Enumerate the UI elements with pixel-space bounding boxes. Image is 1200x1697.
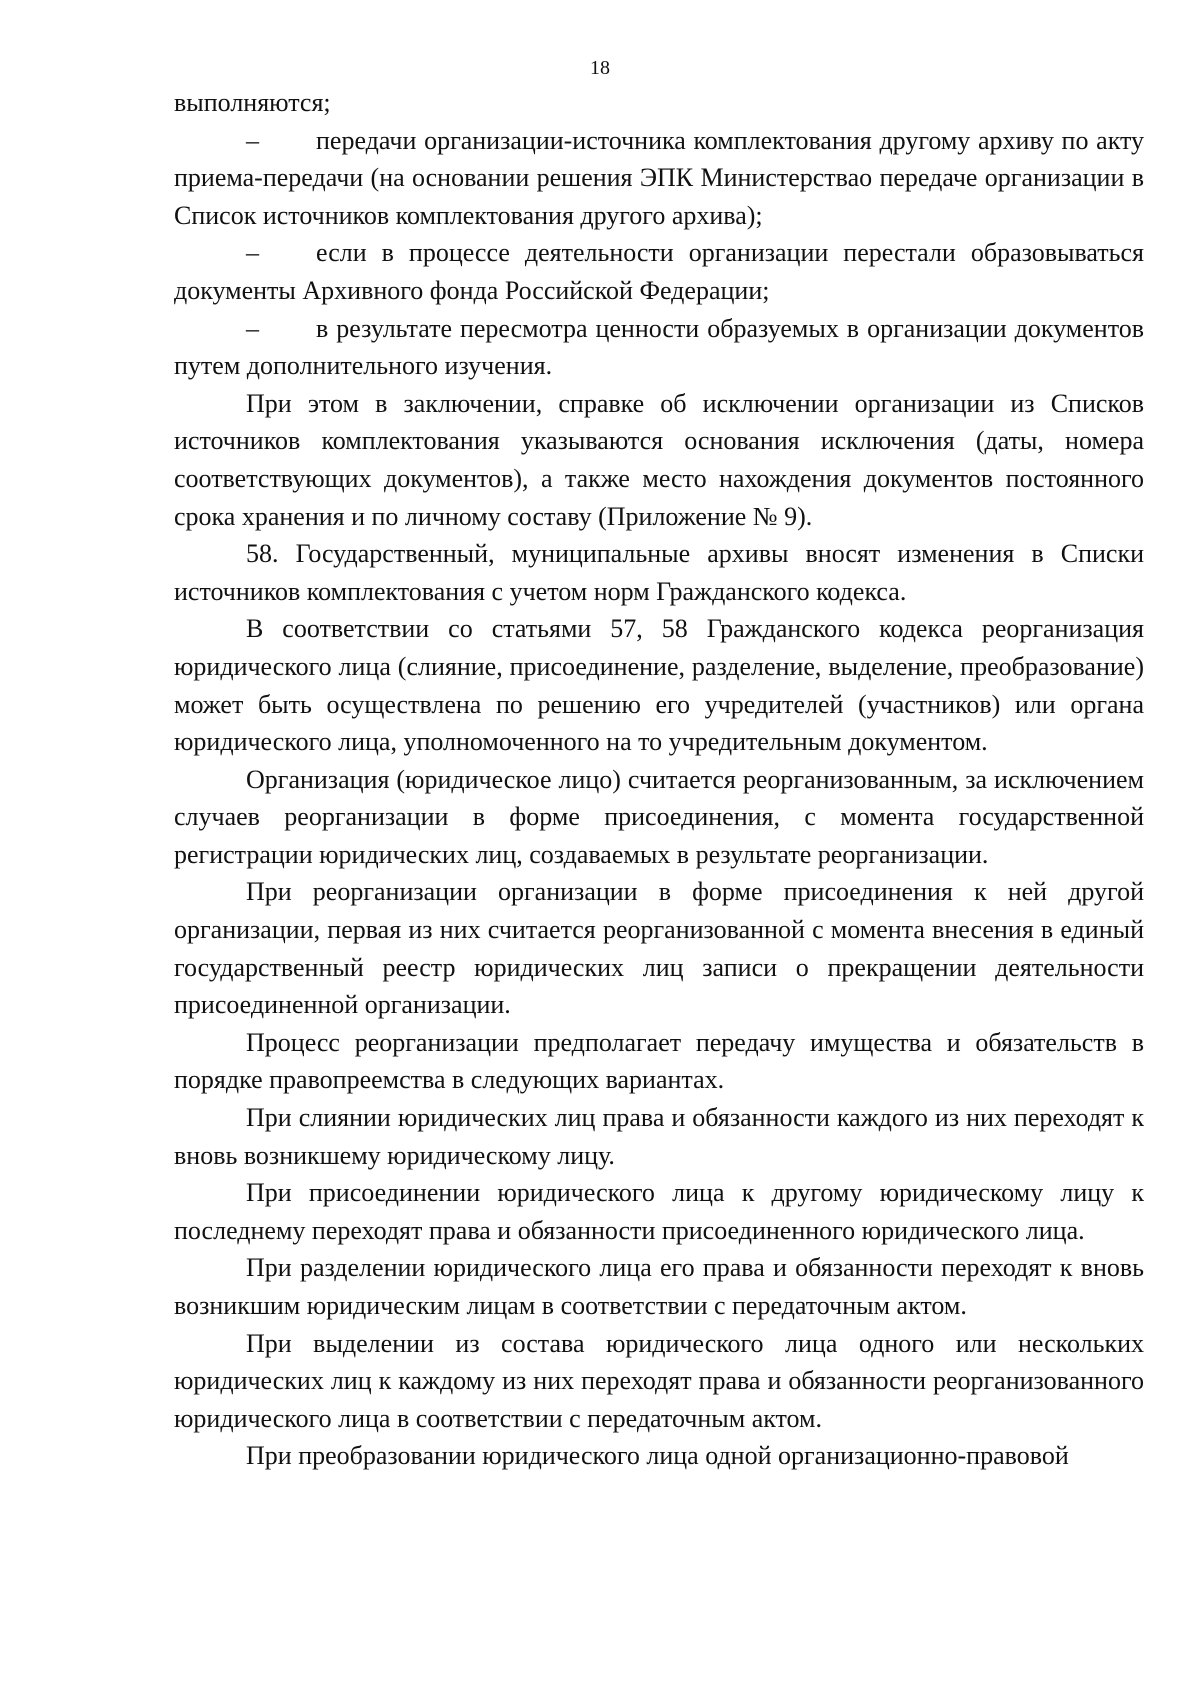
paragraph-11: При выделении из состава юридического лица одного или нескольких юридических лиц к каждому из них переходят права и обязанности реорганизованного юридического лица в соответствии с передаточным актом. xyxy=(174,1328,1144,1433)
list-item-3-text: в результате пересмотра ценности образуемых в организации документов путем дополнительного изучения. xyxy=(174,313,1144,381)
dash-marker: – xyxy=(246,238,259,268)
page-number: 18 xyxy=(590,57,610,79)
paragraph-2: При этом в заключении, справке об исключении организации из Списков источников комплектования указываются основания исключения (даты, номера соответствующих документов), а также место нахождения документов постоянного срока хранения и по личному составу (Приложение № 9). xyxy=(174,388,1144,531)
list-item-3 xyxy=(174,310,1144,385)
list-item-1-text: передачи организации-источника комплектования другому архиву по акту приема-передачи (на основании решения ЭПК Министерствао передаче организации в Список источников комплектования другого архива); xyxy=(174,125,1144,230)
dash-marker: – xyxy=(246,125,259,155)
paragraph-6: При реорганизации организации в форме присоединения к ней другой организации, первая из них считается реорганизованной с момента внесения в единый государственный реестр юридических лиц записи о прекращении деятельности присоединенной организации. xyxy=(174,877,1144,1020)
paragraph-10: При разделении юридического лица его права и обязанности переходят к вновь возникшим юридическим лицам в соответствии с передаточным актом. xyxy=(174,1253,1144,1320)
paragraph-3: 58. Государственный, муниципальные архивы вносят изменения в Списки источников комплектования с учетом норм Гражданского кодекса. xyxy=(174,539,1144,606)
list-item-2 xyxy=(174,234,1144,309)
list-item-1 xyxy=(174,122,1144,235)
paragraph-4: В соответствии со статьями 57, 58 Гражданского кодекса реорганизация юридического лица (слияние, присоединение, разделение, выделение, преобразование) может быть осуществлена по решению его учредителей (участников) или органа юридического лица, уполномоченного на то учредительным документом. xyxy=(174,614,1144,757)
paragraph-5: Организация (юридическое лицо) считается реорганизованным, за исключением случаев реорганизации в форме присоединения, с момента государственной регистрации юридических лиц, создаваемых в результате реорганизации. xyxy=(174,764,1144,869)
paragraph-7: Процесс реорганизации предполагает передачу имущества и обязательств в порядке правопреемства в следующих вариантах. xyxy=(174,1027,1144,1095)
paragraph-1: выполняются; xyxy=(174,88,331,117)
list-item-2-text: если в процессе деятельности организации перестали образовываться документы Архивного фонда Российской Федерации; xyxy=(174,238,1144,305)
paragraph-8: При слиянии юридических лиц права и обязанности каждого из них переходят к вновь возникшему юридическому лицу. xyxy=(174,1103,1144,1170)
document-body xyxy=(174,84,1144,1475)
dash-marker: – xyxy=(246,313,259,343)
paragraph-9: При присоединении юридического лица к другому юридическому лицу к последнему переходят права и обязанности присоединенного юридического лица. xyxy=(174,1178,1144,1245)
paragraph-12: При преобразовании юридического лица одной организационно-правовой xyxy=(246,1441,1069,1471)
